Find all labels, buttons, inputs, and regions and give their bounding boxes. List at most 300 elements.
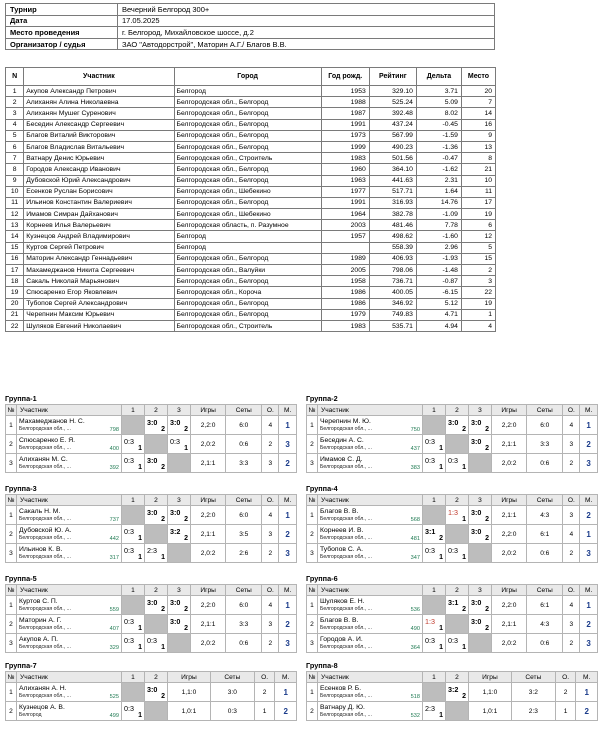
table-cell: 736.71: [369, 276, 416, 287]
match-score-cell: [122, 435, 145, 454]
group-title: Группа-8: [306, 661, 338, 670]
col-opponent: 2: [446, 405, 469, 416]
table-cell: Кузнецов Андрей Владимирович: [24, 231, 174, 242]
col-games: Игры: [492, 405, 527, 416]
player-name: Городов А. И.: [320, 635, 363, 643]
match-score: 0:3: [448, 546, 458, 555]
table-cell: Корнеев Илья Валерьевич: [24, 220, 174, 231]
table-cell: 21: [6, 309, 24, 320]
match-points: 2: [462, 693, 466, 700]
player-rating: 737: [109, 517, 119, 523]
table-cell: 5.09: [416, 97, 461, 108]
col-sets: Сеты: [226, 405, 262, 416]
table-cell: 2003: [321, 220, 369, 231]
table-cell: 22: [461, 287, 495, 298]
player-rating: 329: [109, 645, 119, 651]
table-row: [6, 141, 496, 152]
match-score-cell: [469, 525, 492, 544]
player-number: 3: [6, 544, 17, 563]
points-result: 4: [262, 596, 279, 615]
group-table: [306, 584, 598, 653]
player-cell: [17, 702, 122, 721]
table-cell: 441.63: [369, 175, 416, 186]
points-result: 2: [563, 634, 580, 653]
match-score-cell: [145, 683, 168, 702]
match-score: 3:0: [471, 598, 482, 607]
col-player: Участник: [17, 672, 122, 683]
table-cell: 19: [6, 287, 24, 298]
col-opponent: 1: [423, 405, 446, 416]
match-points: 2: [161, 516, 165, 523]
self-cell: [423, 506, 446, 525]
player-name: Куртов С. П.: [19, 597, 58, 605]
col-opponent: 2: [446, 672, 469, 683]
match-score-cell: [446, 506, 469, 525]
table-cell: 1953: [321, 86, 369, 97]
player-rating: 490: [410, 626, 420, 632]
player-cell: [17, 454, 122, 473]
sets-result: 6:0: [226, 506, 262, 525]
col-opponent: 1: [122, 585, 145, 596]
match-points: 1: [161, 644, 165, 651]
table-cell: 798.06: [369, 265, 416, 276]
match-points: 1: [161, 554, 165, 561]
table-cell: 16: [461, 119, 495, 130]
match-points: 2: [184, 625, 188, 632]
player-number: 3: [6, 634, 17, 653]
table-cell: 1977: [321, 186, 369, 197]
player-number: 2: [6, 525, 17, 544]
table-cell: 749.83: [369, 309, 416, 320]
match-score-cell: [446, 596, 469, 615]
table-cell: Белгородская обл., Белгород: [174, 130, 321, 141]
player-cell: [318, 634, 423, 653]
table-cell: -0.45: [416, 119, 461, 130]
col-games: Игры: [492, 495, 527, 506]
group-row: [6, 683, 297, 702]
self-cell: [145, 615, 168, 634]
games-result: 2,1:1: [492, 506, 527, 525]
table-cell: 7.78: [416, 220, 461, 231]
sets-result: 6:0: [527, 416, 563, 435]
group-block: [306, 660, 598, 721]
table-row: [6, 231, 496, 242]
player-region: Белгородская обл., ...: [320, 692, 372, 699]
sets-result: 0:6: [226, 435, 262, 454]
points-result: 3: [563, 506, 580, 525]
group-table: [5, 494, 297, 563]
match-points: 1: [138, 554, 142, 561]
match-score: 3:0: [471, 437, 482, 446]
sets-result: 0:6: [527, 634, 563, 653]
table-cell: -1.59: [416, 130, 461, 141]
table-cell: 16: [6, 253, 24, 264]
table-cell: 6: [6, 141, 24, 152]
table-cell: 1991: [321, 197, 369, 208]
table-cell: 3: [6, 108, 24, 119]
group-title: Группа-3: [5, 484, 37, 493]
player-number: 3: [307, 454, 318, 473]
group-block: [5, 660, 297, 721]
group-block: [306, 393, 598, 473]
player-number: 2: [6, 435, 17, 454]
place-result: 2: [580, 435, 598, 454]
table-cell: 1983: [321, 320, 369, 331]
points-result: 4: [262, 416, 279, 435]
group-title: Группа-4: [306, 484, 338, 493]
table-cell: -1.48: [416, 265, 461, 276]
points-result: 2: [555, 683, 576, 702]
player-name: Сакаль Н. М.: [19, 507, 61, 515]
table-cell: 1991: [321, 119, 369, 130]
sets-result: 6:1: [527, 525, 563, 544]
match-points: 1: [138, 445, 142, 452]
group-header-row: [6, 405, 297, 416]
group-table: [5, 584, 297, 653]
col-games: Игры: [168, 672, 211, 683]
games-result: 2,2:0: [191, 416, 226, 435]
place-result: 1: [279, 506, 297, 525]
match-score-cell: [423, 544, 446, 563]
table-cell: -6.15: [416, 287, 461, 298]
table-cell: 2.96: [416, 242, 461, 253]
match-score-cell: [145, 416, 168, 435]
table-cell: -1.09: [416, 209, 461, 220]
table-cell: 9: [461, 130, 495, 141]
col-points: О.: [563, 405, 580, 416]
table-cell: 21: [461, 164, 495, 175]
group-header-row: [6, 495, 297, 506]
player-name: Беседин А. С.: [320, 436, 364, 444]
col-player: Участник: [17, 405, 122, 416]
match-score-cell: [446, 454, 469, 473]
match-score: 0:3: [425, 636, 435, 645]
place-result: 3: [279, 544, 297, 563]
table-cell: -1.62: [416, 164, 461, 175]
sets-result: 0:6: [527, 454, 563, 473]
player-name: Махамеджанов Н. С.: [19, 417, 85, 425]
table-cell: 12: [6, 209, 24, 220]
match-points: 1: [138, 464, 142, 471]
player-rating: 750: [410, 427, 420, 433]
table-cell: 11: [461, 186, 495, 197]
table-row: [6, 209, 496, 220]
table-cell: Белгородская обл., Валуйки: [174, 265, 321, 276]
group-header-row: [6, 585, 297, 596]
table-cell: 19: [461, 298, 495, 309]
player-name: Алиханян А. Н.: [19, 684, 67, 692]
table-cell: 15: [461, 253, 495, 264]
player-region: Белгородская обл., ...: [19, 553, 71, 560]
games-result: 2,0:2: [191, 435, 226, 454]
table-cell: 5: [6, 130, 24, 141]
group-header-row: [6, 672, 297, 683]
col-no: №: [7, 586, 15, 594]
games-result: 2,1:1: [492, 615, 527, 634]
sets-result: 0:3: [210, 702, 254, 721]
player-number: 2: [307, 525, 318, 544]
table-cell: -1.60: [416, 231, 461, 242]
table-cell: 7: [6, 153, 24, 164]
table-cell: Маторин Александр Геннадьевич: [24, 253, 174, 264]
match-points: 1: [138, 625, 142, 632]
info-row: [6, 38, 495, 50]
match-score-cell: [145, 596, 168, 615]
match-points: 1: [184, 445, 188, 452]
games-result: 2,2:0: [492, 416, 527, 435]
place-result: 2: [279, 525, 297, 544]
player-cell: [17, 435, 122, 454]
player-rating: 525: [109, 694, 119, 700]
player-number: 2: [307, 702, 318, 721]
match-points: 2: [184, 516, 188, 523]
group-table: [5, 404, 297, 473]
match-score: 3:0: [170, 617, 181, 626]
player-rating: 364: [410, 645, 420, 651]
col-opponent: 1: [423, 585, 446, 596]
table-cell: 437.24: [369, 119, 416, 130]
table-cell: Дубовской Юрий Александрович: [24, 175, 174, 186]
match-score: 3:0: [448, 418, 459, 427]
player-cell: [17, 416, 122, 435]
player-cell: [318, 702, 423, 721]
player-region: Белгородская обл., ...: [320, 463, 372, 470]
player-cell: [17, 615, 122, 634]
player-region: Белгородская обл., ...: [320, 624, 372, 631]
player-number: 3: [307, 634, 318, 653]
place-result: 1: [580, 525, 598, 544]
points-result: 2: [563, 454, 580, 473]
table-cell: 14: [6, 231, 24, 242]
player-number: 3: [6, 454, 17, 473]
player-number: 1: [6, 506, 17, 525]
sets-result: 3:3: [527, 435, 563, 454]
table-cell: Белгородская обл., Корочa: [174, 287, 321, 298]
match-score: 3:0: [471, 527, 482, 536]
group-row: [307, 634, 598, 653]
col-opponent: 2: [145, 672, 168, 683]
player-region: Белгородская обл., ...: [19, 515, 71, 522]
place-result: 1: [580, 416, 598, 435]
group-row: [6, 506, 297, 525]
player-number: 2: [307, 615, 318, 634]
col-sets: Сеты: [511, 672, 555, 683]
info-key: Место проведения: [6, 27, 118, 39]
match-points: 1: [462, 464, 466, 471]
match-points: 2: [485, 535, 489, 542]
table-cell: 1964: [321, 209, 369, 220]
place-result: 3: [580, 544, 598, 563]
games-result: 2,0:2: [191, 634, 226, 653]
match-points: 2: [161, 606, 165, 613]
match-points: 1: [439, 712, 443, 719]
table-cell: Ватнару Денис Юрьевич: [24, 153, 174, 164]
match-points: 2: [462, 606, 466, 613]
table-cell: Шуляков Евгений Николаевич: [24, 320, 174, 331]
col-player: Участник: [318, 495, 423, 506]
match-score-cell: [145, 544, 168, 563]
col-place: М.: [576, 672, 598, 683]
table-cell: Белгородская обл., Шебекино: [174, 186, 321, 197]
group-row: [307, 683, 598, 702]
match-score: 3:0: [170, 598, 181, 607]
table-cell: 498.62: [369, 231, 416, 242]
match-score: 3:0: [471, 418, 482, 427]
self-cell: [469, 454, 492, 473]
sets-result: 3:5: [226, 525, 262, 544]
player-name: Шуляков Е. Н.: [320, 597, 365, 605]
match-score-cell: [446, 544, 469, 563]
match-score: 0:3: [448, 456, 458, 465]
player-name: Тубопов С. А.: [320, 545, 363, 553]
player-region: Белгородская обл., ...: [19, 624, 71, 631]
player-name: Есенков Р. Б.: [320, 684, 362, 692]
table-row: [6, 108, 496, 119]
table-cell: 4.71: [416, 309, 461, 320]
match-score: 0:3: [170, 437, 180, 446]
player-name: Черепнин М. Ю.: [320, 417, 371, 425]
col-sets: Сеты: [527, 405, 563, 416]
table-cell: Акупов Александр Петрович: [24, 86, 174, 97]
match-score-cell: [469, 596, 492, 615]
table-row: [6, 220, 496, 231]
col-player: Участник: [318, 672, 423, 683]
player-number: 1: [6, 416, 17, 435]
col-place: М.: [279, 405, 297, 416]
points-result: 2: [563, 544, 580, 563]
match-score: 0:3: [448, 636, 458, 645]
table-cell: Городов Александр Иванович: [24, 164, 174, 175]
place-result: 3: [279, 634, 297, 653]
player-number: 1: [307, 416, 318, 435]
player-name: Имамов С. Д.: [320, 455, 363, 463]
self-cell: [122, 683, 145, 702]
player-cell: [17, 683, 122, 702]
col-place: М.: [580, 585, 598, 596]
games-result: 2,2:0: [191, 506, 226, 525]
match-score-cell: [122, 454, 145, 473]
match-score: 3:1: [425, 527, 436, 536]
player-name: Кузнецов А. В.: [19, 703, 65, 711]
column-header: Участник: [24, 68, 174, 86]
col-no: №: [308, 673, 316, 681]
match-score: 0:3: [124, 527, 134, 536]
table-cell: 15: [6, 242, 24, 253]
table-cell: 1958: [321, 276, 369, 287]
table-cell: 14: [461, 108, 495, 119]
table-cell: 8: [6, 164, 24, 175]
col-opponent: 2: [145, 405, 168, 416]
col-opponent: 3: [168, 585, 191, 596]
col-no: №: [308, 406, 316, 414]
player-rating: 317: [109, 555, 119, 561]
match-score: 3:2: [448, 685, 459, 694]
sets-result: 3:3: [226, 615, 262, 634]
col-opponent: 1: [122, 672, 145, 683]
table-cell: 1989: [321, 253, 369, 264]
player-region: Белгородская обл., ...: [19, 425, 71, 432]
col-points: О.: [555, 672, 576, 683]
player-name: Корнеев И. В.: [320, 526, 364, 534]
col-games: Игры: [469, 672, 512, 683]
table-cell: 2005: [321, 265, 369, 276]
place-result: 2: [279, 615, 297, 634]
player-number: 1: [6, 596, 17, 615]
match-score: 3:0: [170, 508, 181, 517]
col-games: Игры: [191, 405, 226, 416]
match-points: 2: [161, 464, 165, 471]
match-score: 0:3: [124, 704, 134, 713]
match-score-cell: [168, 525, 191, 544]
player-rating: 532: [410, 713, 420, 719]
player-cell: [17, 544, 122, 563]
player-region: Белгородская обл., ...: [320, 425, 372, 432]
group-header-row: [307, 405, 598, 416]
table-cell: 517.71: [369, 186, 416, 197]
points-result: 3: [563, 615, 580, 634]
table-cell: 3: [461, 276, 495, 287]
info-key: Организатор / судья: [6, 38, 118, 50]
player-name: Маторин А. Г.: [19, 616, 62, 624]
self-cell: [168, 544, 191, 563]
group-block: [306, 483, 598, 563]
match-score-cell: [168, 416, 191, 435]
table-row: [6, 242, 496, 253]
group-row: [6, 525, 297, 544]
group-header-row: [307, 672, 598, 683]
col-games: Игры: [191, 495, 226, 506]
match-points: 2: [184, 606, 188, 613]
col-games: Игры: [492, 585, 527, 596]
col-opponent: 1: [122, 495, 145, 506]
games-result: 2,1:1: [191, 454, 226, 473]
match-points: 1: [462, 554, 466, 561]
table-cell: 4.94: [416, 320, 461, 331]
player-rating: 559: [109, 607, 119, 613]
match-score: 0:3: [124, 636, 134, 645]
match-score: 3:0: [147, 598, 158, 607]
info-key: Дата: [6, 15, 118, 27]
points-result: 2: [262, 634, 279, 653]
player-name: Ильинов К. В.: [19, 545, 63, 553]
table-cell: 1960: [321, 164, 369, 175]
place-result: 3: [580, 634, 598, 653]
table-row: [6, 86, 496, 97]
table-cell: Белгород: [174, 242, 321, 253]
group-row: [6, 596, 297, 615]
match-points: 2: [439, 535, 443, 542]
match-score: 3:2: [170, 527, 181, 536]
table-cell: 2: [461, 265, 495, 276]
sets-result: 4:3: [527, 615, 563, 634]
col-player: Участник: [17, 585, 122, 596]
col-sets: Сеты: [226, 495, 262, 506]
table-cell: 400.05: [369, 287, 416, 298]
column-header: Рейтинг: [369, 68, 416, 86]
col-points: О.: [262, 405, 279, 416]
match-score-cell: [469, 506, 492, 525]
match-points: 1: [138, 712, 142, 719]
group-block: [5, 483, 297, 563]
player-cell: [17, 525, 122, 544]
col-opponent: 3: [469, 585, 492, 596]
column-header: N: [6, 68, 24, 86]
match-score: 3:0: [471, 508, 482, 517]
info-value: г. Белгород, Михайловское шоссе, д.2: [118, 27, 495, 39]
group-title: Группа-7: [5, 661, 37, 670]
group-header-row: [307, 585, 598, 596]
col-opponent: 1: [122, 405, 145, 416]
